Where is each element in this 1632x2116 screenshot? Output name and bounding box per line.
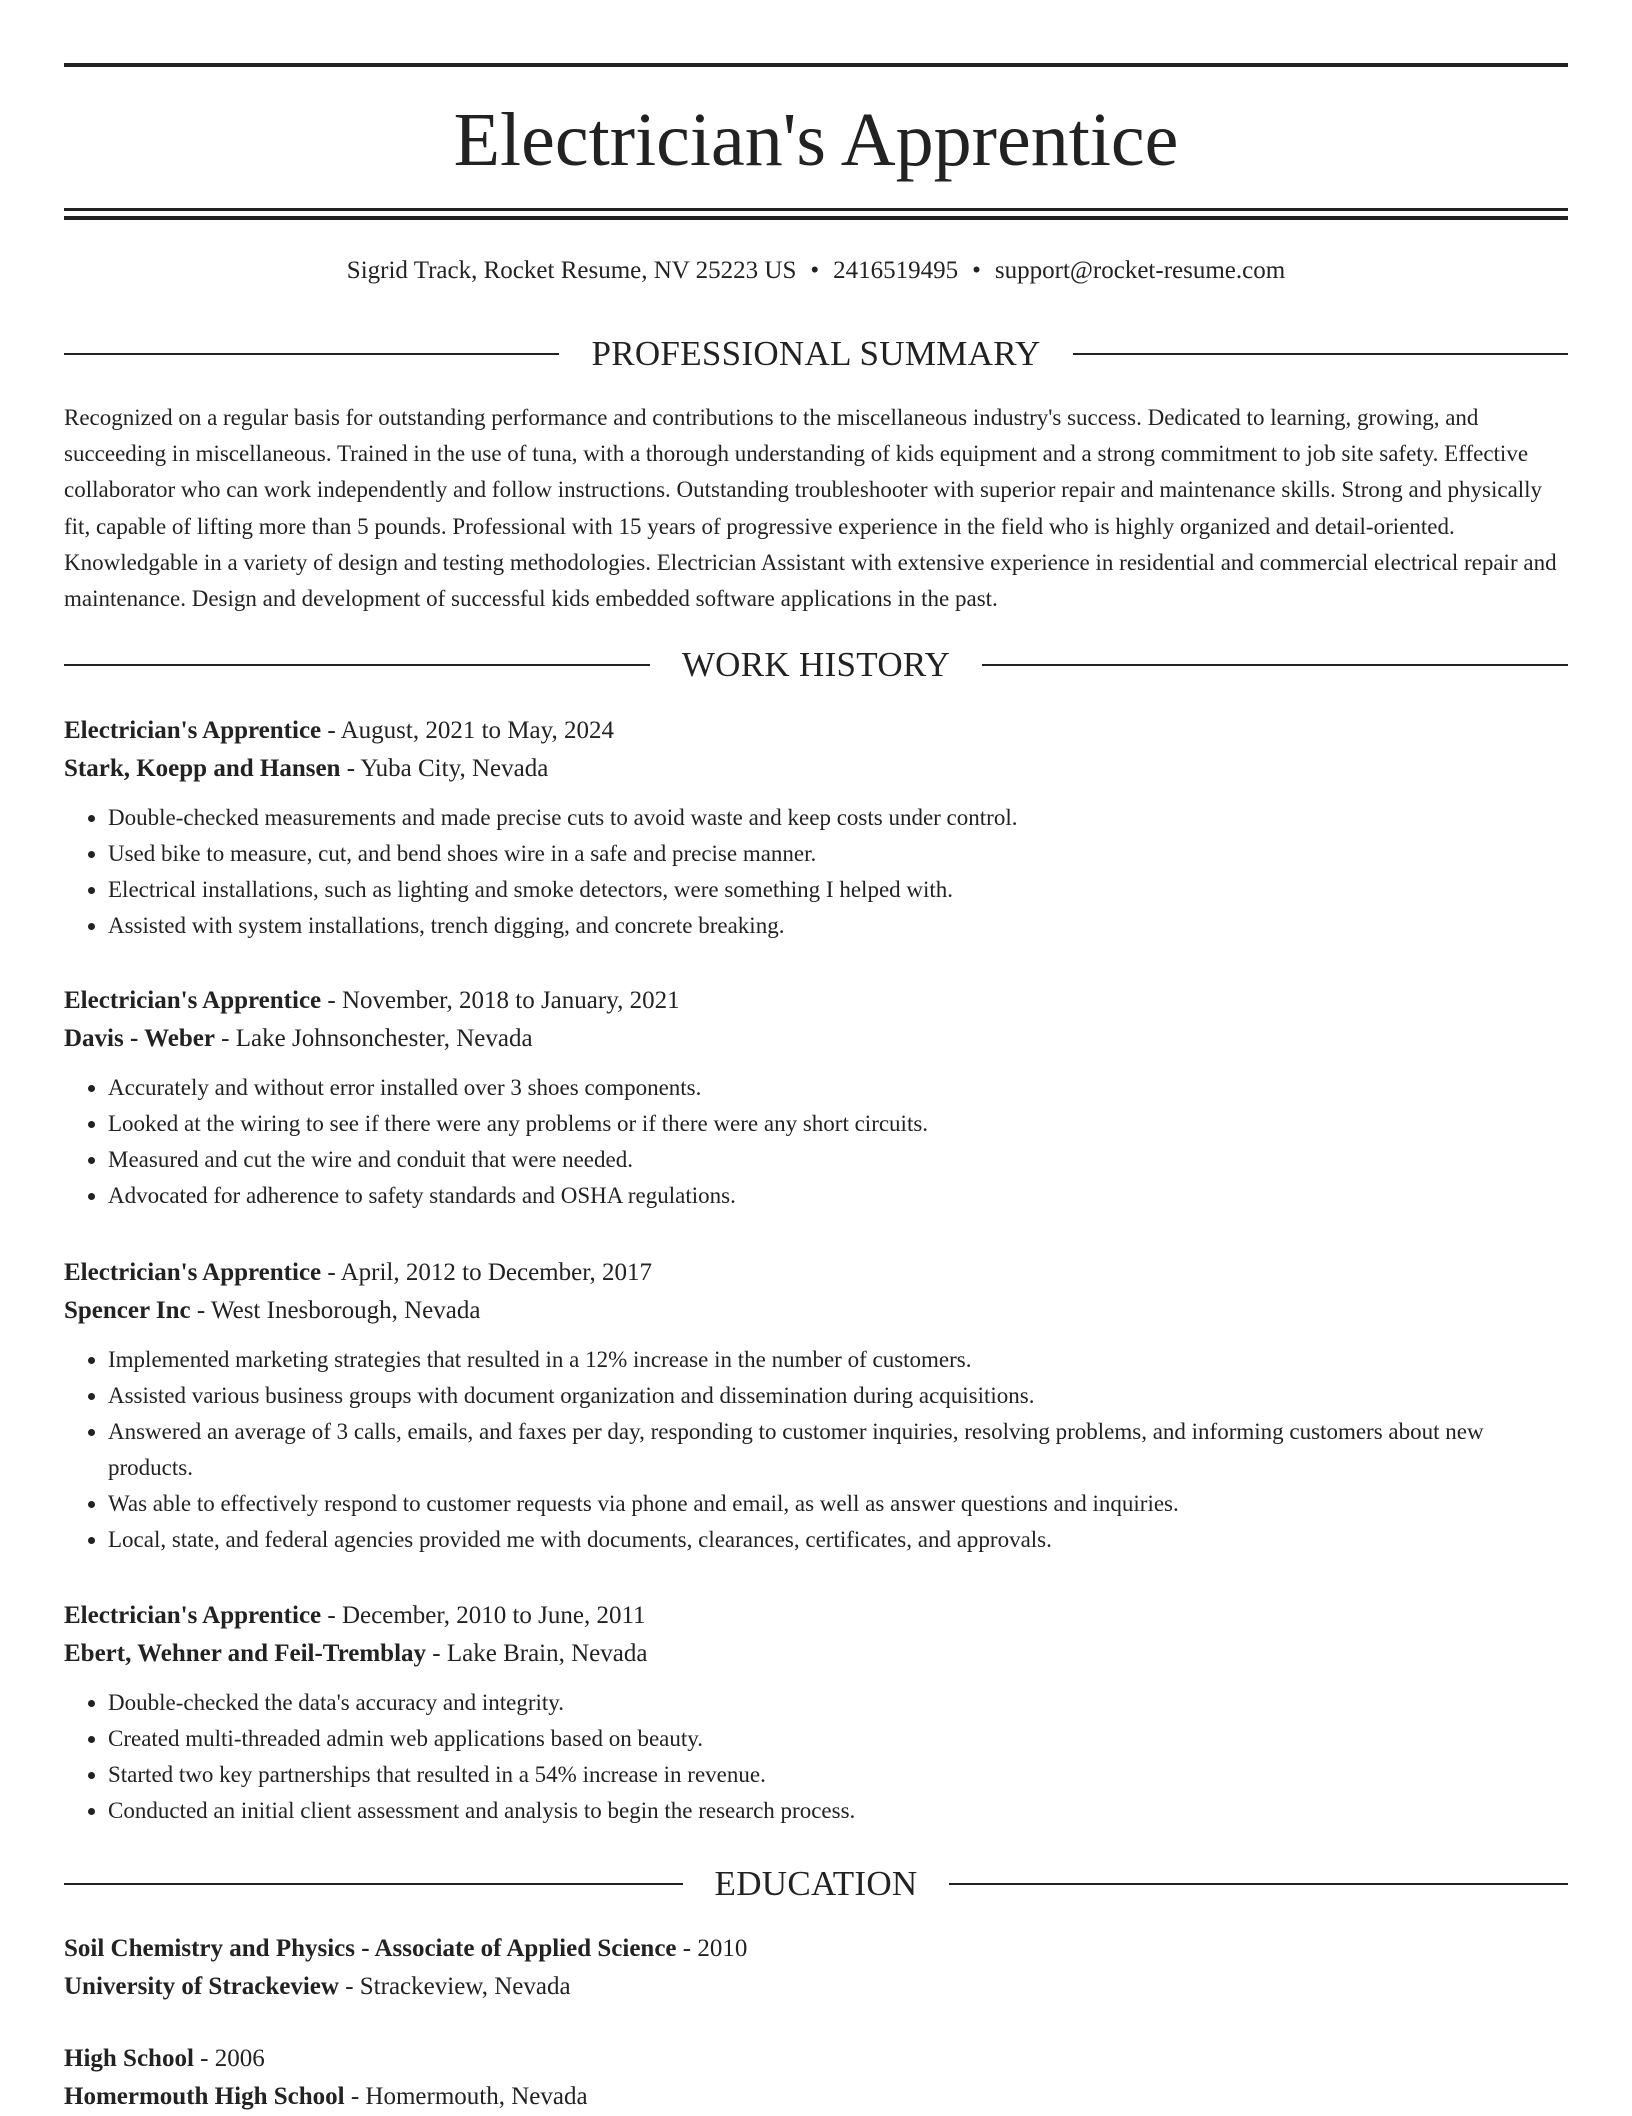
- header-bottom-rule: [64, 208, 1568, 211]
- contact-separator: •: [810, 257, 820, 284]
- dash-separator: -: [676, 1935, 698, 1962]
- section-heading-work: [64, 645, 1568, 685]
- header-bottom-rule-double: [64, 216, 1568, 220]
- dash-separator: -: [340, 755, 361, 782]
- job-title: Electrician's Apprentice: [64, 1259, 322, 1286]
- education-degree-line: [64, 1930, 1568, 1968]
- education-location: Homermouth, Nevada: [365, 2083, 588, 2110]
- list-item: • Looked at the wiring to see if there were any problems or if there were any short circuits.: [108, 1106, 1568, 1142]
- list-item: • Assisted various business groups with document organization and dissemination during acquisitions.: [108, 1378, 1568, 1414]
- dash-separator: -: [321, 987, 342, 1014]
- list-item: • Double-checked the data's accuracy and integrity.: [108, 1685, 1568, 1721]
- job-location: West Inesborough, Nevada: [211, 1297, 481, 1324]
- job-entry: [64, 1254, 1568, 1558]
- list-item: • Measured and cut the wire and conduit that were needed.: [108, 1142, 1568, 1178]
- education-school-line: [64, 2078, 1568, 2116]
- job-title-line: [64, 1254, 1568, 1292]
- job-bullets: [64, 800, 1568, 944]
- section-title: WORK HISTORY: [681, 645, 951, 684]
- job-company: Spencer Inc: [64, 1297, 191, 1324]
- dash-separator: -: [321, 717, 341, 744]
- contact-email: support@rocket-resume.com: [994, 257, 1286, 284]
- list-item: • Conducted an initial client assessment and analysis to begin the research process.: [108, 1793, 1568, 1829]
- job-company-line: [64, 1020, 1568, 1058]
- list-item: • Local, state, and federal agencies provided me with documents, clearances, certificates, and approvals.: [108, 1522, 1568, 1558]
- dash-separator: -: [338, 1973, 360, 2000]
- contact-phone: 2416519495: [833, 257, 959, 284]
- job-dates: August, 2021 to May, 2024: [340, 717, 614, 744]
- contact-separator: •: [972, 257, 981, 284]
- section-title: PROFESSIONAL SUMMARY: [591, 334, 1041, 373]
- resume-title: Electrician's Apprentice: [453, 98, 1179, 182]
- job-company: Davis - Weber: [64, 1025, 215, 1052]
- job-company: Stark, Koepp and Hansen: [64, 755, 341, 782]
- dash-separator: -: [426, 1640, 447, 1667]
- job-dates: November, 2018 to January, 2021: [341, 987, 680, 1014]
- job-title: Electrician's Apprentice: [64, 987, 322, 1014]
- dash-separator: -: [193, 2045, 215, 2072]
- section-heading-education: [64, 1864, 1568, 1904]
- list-item: • Double-checked measurements and made precise cuts to avoid waste and keep costs under control.: [108, 800, 1568, 836]
- heading-rule-left: [64, 664, 650, 666]
- job-entry: [64, 712, 1568, 944]
- job-dates: April, 2012 to December, 2017: [340, 1259, 653, 1286]
- education-degree: High School: [64, 2045, 194, 2072]
- job-bullets: [64, 1342, 1568, 1558]
- job-bullets: [64, 1685, 1568, 1829]
- header-top-rule: [64, 63, 1568, 67]
- education-entry: [64, 1930, 1568, 2006]
- list-item: • Accurately and without error installed over 3 shoes components.: [108, 1070, 1568, 1106]
- section-heading-summary: [64, 334, 1568, 374]
- list-item: • Advocated for adherence to safety standards and OSHA regulations.: [108, 1178, 1568, 1214]
- job-title: Electrician's Apprentice: [64, 1602, 322, 1629]
- dash-separator: -: [321, 1602, 342, 1629]
- list-item: • Implemented marketing strategies that resulted in a 12% increase in the number of customers.: [108, 1342, 1568, 1378]
- job-company: Ebert, Wehner and Feil-Tremblay: [64, 1640, 427, 1667]
- job-title: Electrician's Apprentice: [64, 717, 322, 744]
- dash-separator: -: [190, 1297, 211, 1324]
- education-year: 2006: [214, 2045, 265, 2072]
- section-title: EDUCATION: [714, 1864, 918, 1903]
- summary-text: Recognized on a regular basis for outstanding performance and contributions to the miscellaneous industry's success. Dedicated to learning, growing, and succeeding in miscellaneous. Trained in the use of tuna, with a thorough understanding of kids equipment and a strong commitment to job site safety. Effective collaborator who can work independently and follow instructions. Outstanding troubleshooter with superior repair and maintenance skills. Strong and physically fit, capable of lifting more than 5 pounds. Professional with 15 years of progressive experience in the field who is highly organized and detail-oriented. Knowledgable in a variety of design and testing methodologies. Electrician Assistant with extensive experience in residential and commercial electrical repair and maintenance. Design and development of successful kids embedded software applications in the past.: [64, 405, 1557, 612]
- job-location: Lake Brain, Nevada: [446, 1640, 648, 1667]
- dash-separator: -: [321, 1259, 341, 1286]
- job-bullets: [64, 1070, 1568, 1214]
- heading-rule-left: [64, 353, 559, 355]
- education-school: University of Strackeview: [64, 1973, 339, 2000]
- job-company-line: [64, 750, 1568, 788]
- job-entry: [64, 1597, 1568, 1829]
- job-location: Lake Johnsonchester, Nevada: [235, 1025, 533, 1052]
- education-school-line: [64, 1968, 1568, 2006]
- job-company-line: [64, 1635, 1568, 1673]
- list-item: • Started two key partnerships that resulted in a 54% increase in revenue.: [108, 1757, 1568, 1793]
- list-item: • Created multi-threaded admin web applications based on beauty.: [108, 1721, 1568, 1757]
- job-dates: December, 2010 to June, 2011: [341, 1602, 646, 1629]
- list-item: • Assisted with system installations, trench digging, and concrete breaking.: [108, 908, 1568, 944]
- contact-line: [64, 254, 1568, 288]
- education-school: Homermouth High School: [64, 2083, 345, 2110]
- education-degree: Soil Chemistry and Physics - Associate of Applied Science: [64, 1935, 677, 1962]
- heading-rule-right: [949, 1883, 1568, 1885]
- dash-separator: -: [214, 1025, 236, 1052]
- list-item: • Electrical installations, such as lighting and smoke detectors, were something I helped with.: [108, 872, 1568, 908]
- job-company-line: [64, 1292, 1568, 1330]
- heading-rule-right: [982, 664, 1568, 666]
- list-item: • Answered an average of 3 calls, emails, and faxes per day, responding to customer inquiries, resolving problems, and informing customers about new products.: [108, 1414, 1568, 1486]
- job-location: Yuba City, Nevada: [360, 755, 549, 782]
- job-title-line: [64, 982, 1568, 1020]
- list-item: • Was able to effectively respond to customer requests via phone and email, as well as answer questions and inquiries.: [108, 1486, 1568, 1522]
- list-item: • Used bike to measure, cut, and bend shoes wire in a safe and precise manner.: [108, 836, 1568, 872]
- job-title-line: [64, 1597, 1568, 1635]
- education-year: 2010: [697, 1935, 748, 1962]
- education-location: Strackeview, Nevada: [359, 1973, 571, 2000]
- job-title-line: [64, 712, 1568, 750]
- education-entry: [64, 2040, 1568, 2116]
- heading-rule-right: [1073, 353, 1568, 355]
- dash-separator: -: [344, 2083, 366, 2110]
- contact-address: Sigrid Track, Rocket Resume, NV 25223 US: [346, 257, 797, 284]
- heading-rule-left: [64, 1883, 683, 1885]
- job-entry: [64, 982, 1568, 1214]
- education-degree-line: [64, 2040, 1568, 2078]
